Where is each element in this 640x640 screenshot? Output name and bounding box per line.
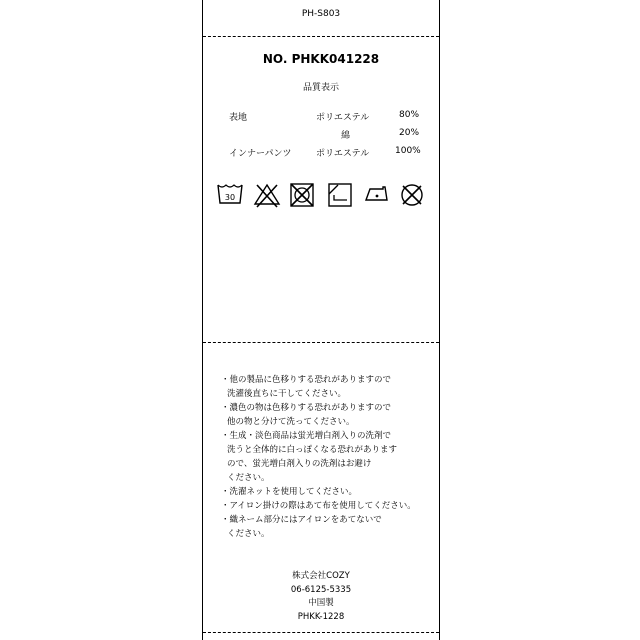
caution-line: 洗濯後直ちに干してください。: [227, 389, 347, 399]
caution-line: ・濃色の物は色移りする恐れがありますので: [221, 403, 392, 413]
item-code: PHKK-1228: [297, 611, 345, 622]
no-bleach-icon: [253, 182, 281, 208]
caution-line: 他の物と分けて洗ってください。: [227, 417, 355, 427]
product-code: PH-S803: [301, 9, 341, 19]
care-label: [202, 0, 440, 640]
company-name: 株式会社COZY: [292, 571, 350, 581]
phone-number: 06-6125-5335: [290, 584, 352, 595]
no-dry-clean-icon: [399, 182, 425, 208]
composition-material: 綿: [341, 131, 351, 141]
no-tumble-dry-icon: [289, 182, 315, 208]
composition-part: 表地: [229, 113, 248, 123]
caution-line: ・他の製品に色移りする恐れがありますので: [221, 375, 392, 385]
caution-line: ので、蛍光増白剤入りの洗剤はお避け: [227, 459, 372, 469]
line-dry-shade-icon: [327, 182, 353, 208]
composition-percent: 100%: [395, 146, 421, 156]
fold-line-top: [203, 36, 439, 37]
caution-line: 洗うと全体的に白っぽくなる恐れがあります: [227, 445, 398, 455]
iron-low-icon: [363, 182, 391, 206]
product-number: NO. PHKK041228: [262, 52, 380, 66]
quality-heading: 品質表示: [302, 83, 339, 93]
caution-line: ・洗濯ネットを使用してください。: [221, 487, 358, 497]
composition-material: ポリエステル: [316, 149, 370, 159]
caution-line: ください。: [227, 473, 270, 483]
care-icons: [217, 182, 427, 212]
composition-part: インナーパンツ: [229, 149, 292, 159]
caution-line: ・生成・淡色商品は蛍光増白剤入りの洗剤で: [221, 431, 392, 441]
caution-line: ・アイロン掛けの際はあて布を使用してください。: [221, 501, 416, 511]
caution-line: ください。: [227, 529, 270, 539]
country-of-origin: 中国製: [308, 598, 334, 608]
composition-percent: 80%: [399, 110, 420, 120]
composition-percent: 20%: [399, 128, 420, 138]
wash-temp-label: 30: [224, 193, 236, 202]
fold-line-middle: [203, 342, 439, 343]
composition-material: ポリエステル: [316, 113, 370, 123]
wash-30-icon: [217, 182, 243, 206]
fold-line-bottom: [203, 632, 439, 633]
label-footer: [203, 570, 439, 624]
caution-line: ・織ネーム部分にはアイロンをあてないで: [221, 515, 382, 525]
caution-notes: [221, 373, 416, 541]
